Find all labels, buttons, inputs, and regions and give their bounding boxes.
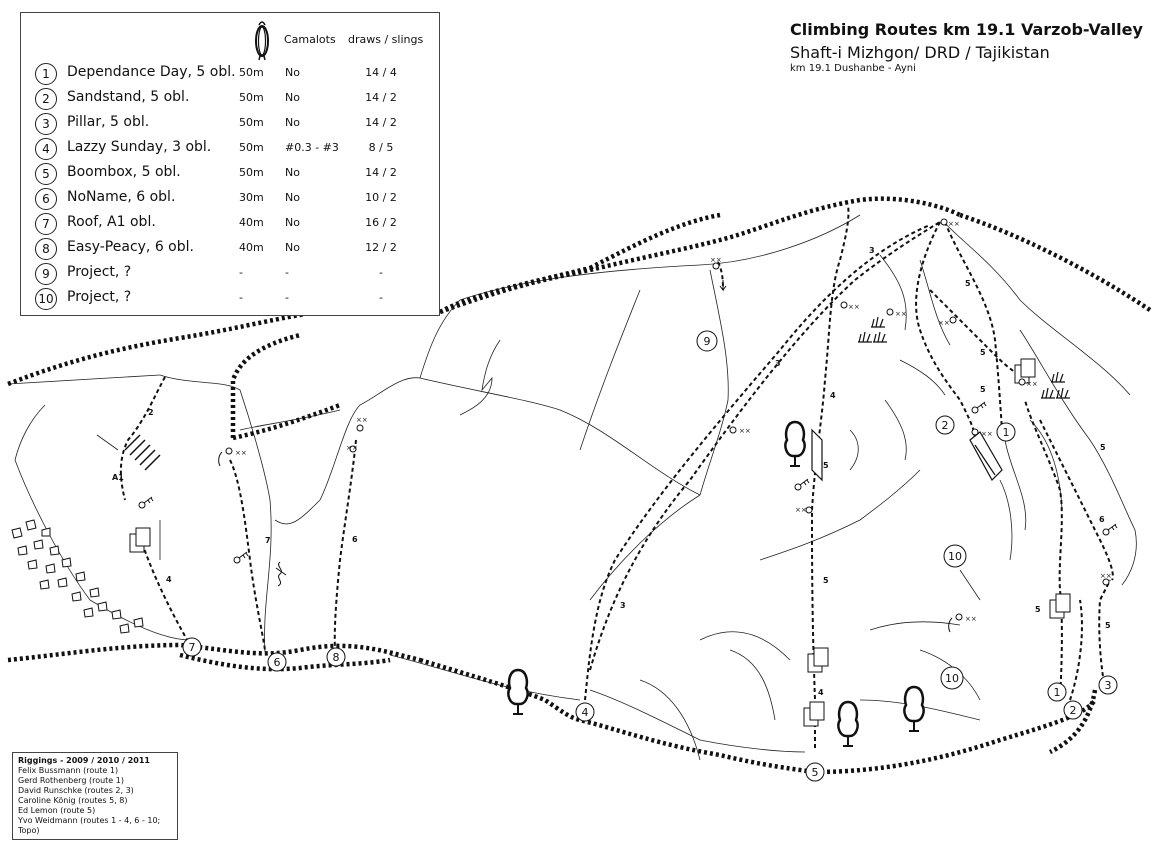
svg-text:××: ×× <box>938 319 950 327</box>
route-name: Sandstand, 5 obl. <box>67 89 190 105</box>
svg-text:9: 9 <box>703 335 711 348</box>
svg-text:6: 6 <box>273 656 281 669</box>
route-name: Project, ? <box>67 289 132 305</box>
route-name: Roof, A1 obl. <box>67 214 156 230</box>
svg-text:4: 4 <box>818 688 824 697</box>
lower-off-arrows <box>219 280 952 632</box>
svg-text:5: 5 <box>823 461 829 470</box>
svg-text:3: 3 <box>775 359 781 368</box>
route-camalots: No <box>285 241 300 254</box>
route-name: Pillar, 5 obl. <box>67 114 150 130</box>
route-number: 3 <box>35 113 57 135</box>
route-draws: 12 / 2 <box>365 241 397 254</box>
svg-text:××: ×× <box>356 416 368 424</box>
route-name: Lazzy Sunday, 3 obl. <box>67 139 212 155</box>
route-camalots: - <box>285 266 289 279</box>
credit-line: Felix Bussmann (route 1) <box>18 766 119 775</box>
route-2b-line <box>1070 600 1082 700</box>
svg-text:5: 5 <box>1105 621 1111 630</box>
route-draws: - <box>379 291 383 304</box>
route-name: Boombox, 5 obl. <box>67 164 181 180</box>
svg-text:1: 1 <box>1002 426 1010 439</box>
route-name: Dependance Day, 5 obl. <box>67 64 236 80</box>
svg-text:5: 5 <box>1035 605 1041 614</box>
credit-line: Yvo Weidmann (routes 1 - 4, 6 - 10; Topo) <box>18 816 161 835</box>
svg-text:5: 5 <box>980 385 986 394</box>
svg-text:10: 10 <box>945 672 959 685</box>
route-3c-line <box>1099 580 1110 690</box>
route-draws: 16 / 2 <box>365 216 397 229</box>
route-draws: 14 / 2 <box>365 91 397 104</box>
route-number: 7 <box>35 213 57 235</box>
route-length: 30m <box>239 191 264 204</box>
route-length: 50m <box>239 141 264 154</box>
route-number: 6 <box>35 188 57 210</box>
header-draws: draws / slings <box>348 33 424 46</box>
svg-text:××: ×× <box>235 449 247 457</box>
credits-title: Riggings - 2009 / 2010 / 2011 <box>18 756 150 765</box>
svg-text:4: 4 <box>166 575 172 584</box>
route-5-line <box>916 222 975 440</box>
route-length: - <box>239 291 243 304</box>
svg-text:4: 4 <box>581 706 589 719</box>
map-subtitle: Shaft-i Mizhgon/ DRD / Tajikistan <box>790 43 1050 62</box>
svg-text:2: 2 <box>941 419 949 432</box>
route-length: 50m <box>239 66 264 79</box>
route-5b-line <box>945 222 1002 430</box>
route-2-line <box>121 377 165 500</box>
route-length: 40m <box>239 241 264 254</box>
map-title: Climbing Routes km 19.1 Varzob-Valley <box>790 20 1143 39</box>
route-draws: 14 / 2 <box>365 166 397 179</box>
legend-row <box>21 113 439 135</box>
start-markers <box>183 331 1117 781</box>
roof-hatch <box>125 435 160 470</box>
svg-text:5: 5 <box>1100 443 1106 452</box>
legend-row <box>21 288 439 310</box>
svg-text:××: ×× <box>739 427 751 435</box>
marker-labels <box>189 335 1112 779</box>
svg-text:××: ×× <box>981 430 993 438</box>
svg-text:××: ×× <box>1100 572 1112 580</box>
svg-text:××: ×× <box>795 506 807 514</box>
svg-text:××: ×× <box>895 310 907 318</box>
legend-row <box>21 238 439 260</box>
credit-line: Gerd Rothenberg (route 1) <box>18 776 124 785</box>
svg-text:3: 3 <box>620 601 626 610</box>
grass-icon <box>858 317 1070 398</box>
route-draws: 8 / 5 <box>368 141 394 154</box>
route-6-line <box>335 440 356 650</box>
svg-text:2: 2 <box>1069 704 1077 717</box>
svg-text:××: ×× <box>848 303 860 311</box>
route-draws: 14 / 2 <box>365 116 397 129</box>
talus-rock-icon <box>12 520 143 633</box>
svg-text:8: 8 <box>332 651 340 664</box>
route-number: 8 <box>35 238 57 260</box>
svg-text:××: ×× <box>346 444 358 452</box>
route-number: 9 <box>35 263 57 285</box>
route-3b-line <box>590 222 940 670</box>
route-draws: 10 / 2 <box>365 191 397 204</box>
route-camalots: No <box>285 166 300 179</box>
legend-row <box>21 163 439 185</box>
svg-text:6: 6 <box>352 535 358 544</box>
svg-text:2: 2 <box>148 408 154 417</box>
svg-text:5: 5 <box>980 348 986 357</box>
route-draws: 14 / 4 <box>365 66 397 79</box>
route-name: NoName, 6 obl. <box>67 189 176 205</box>
legend-row <box>21 188 439 210</box>
svg-text:1: 1 <box>1053 686 1061 699</box>
pillar-outline <box>812 430 1002 480</box>
route-number: 1 <box>35 63 57 85</box>
svg-text:7: 7 <box>188 641 196 654</box>
svg-text:5: 5 <box>811 766 819 779</box>
svg-text:××: ×× <box>965 615 977 623</box>
svg-text:4: 4 <box>830 391 836 400</box>
svg-text:5: 5 <box>823 576 829 585</box>
route-camalots: No <box>285 91 300 104</box>
route-number: 5 <box>35 163 57 185</box>
legend-row <box>21 263 439 285</box>
svg-text:10: 10 <box>948 550 962 563</box>
route-camalots: - <box>285 291 289 304</box>
route-legend <box>20 12 440 316</box>
svg-text:××: ×× <box>948 220 960 228</box>
route-camalots: No <box>285 66 300 79</box>
legend-row <box>21 213 439 235</box>
credit-line: Caroline König (routes 5, 8) <box>18 796 128 805</box>
tree-icon <box>508 422 923 746</box>
svg-text:A1: A1 <box>112 473 124 482</box>
route-4-left-line <box>138 530 190 645</box>
route-length: - <box>239 266 243 279</box>
route-length: 40m <box>239 216 264 229</box>
route-3-line <box>585 225 930 700</box>
route-1-line <box>1025 400 1062 700</box>
rope-coil-icon <box>251 19 273 61</box>
credit-line: Ed Lemon (route 5) <box>18 806 96 815</box>
route-number: 10 <box>35 288 57 310</box>
svg-text:3: 3 <box>1104 679 1112 692</box>
legend-row <box>21 138 439 160</box>
route-length: 50m <box>239 166 264 179</box>
header-camalots: Camalots <box>284 33 336 46</box>
route-camalots: No <box>285 216 300 229</box>
road-label: km 19.1 Dushanbe - Ayni <box>790 63 916 74</box>
svg-text:5: 5 <box>965 279 971 288</box>
legend-row <box>21 88 439 110</box>
route-length: 50m <box>239 91 264 104</box>
credits-box <box>12 752 178 840</box>
quickdraw-icon <box>276 562 286 586</box>
svg-text:××: ×× <box>1026 380 1038 388</box>
route-number: 4 <box>35 138 57 160</box>
route-camalots: No <box>285 191 300 204</box>
legend-row <box>21 63 439 85</box>
route-length: 50m <box>239 116 264 129</box>
route-name: Easy-Peacy, 6 obl. <box>67 239 194 255</box>
svg-text:××: ×× <box>710 256 722 264</box>
svg-text:7: 7 <box>265 536 271 545</box>
route-camalots: #0.3 - #3 <box>285 141 339 154</box>
route-name: Project, ? <box>67 264 132 280</box>
credit-line: David Runschke (routes 2, 3) <box>18 786 134 795</box>
route-number: 2 <box>35 88 57 110</box>
route-camalots: No <box>285 116 300 129</box>
route-draws: - <box>379 266 383 279</box>
svg-text:3: 3 <box>869 246 875 255</box>
svg-text:6: 6 <box>1099 515 1105 524</box>
